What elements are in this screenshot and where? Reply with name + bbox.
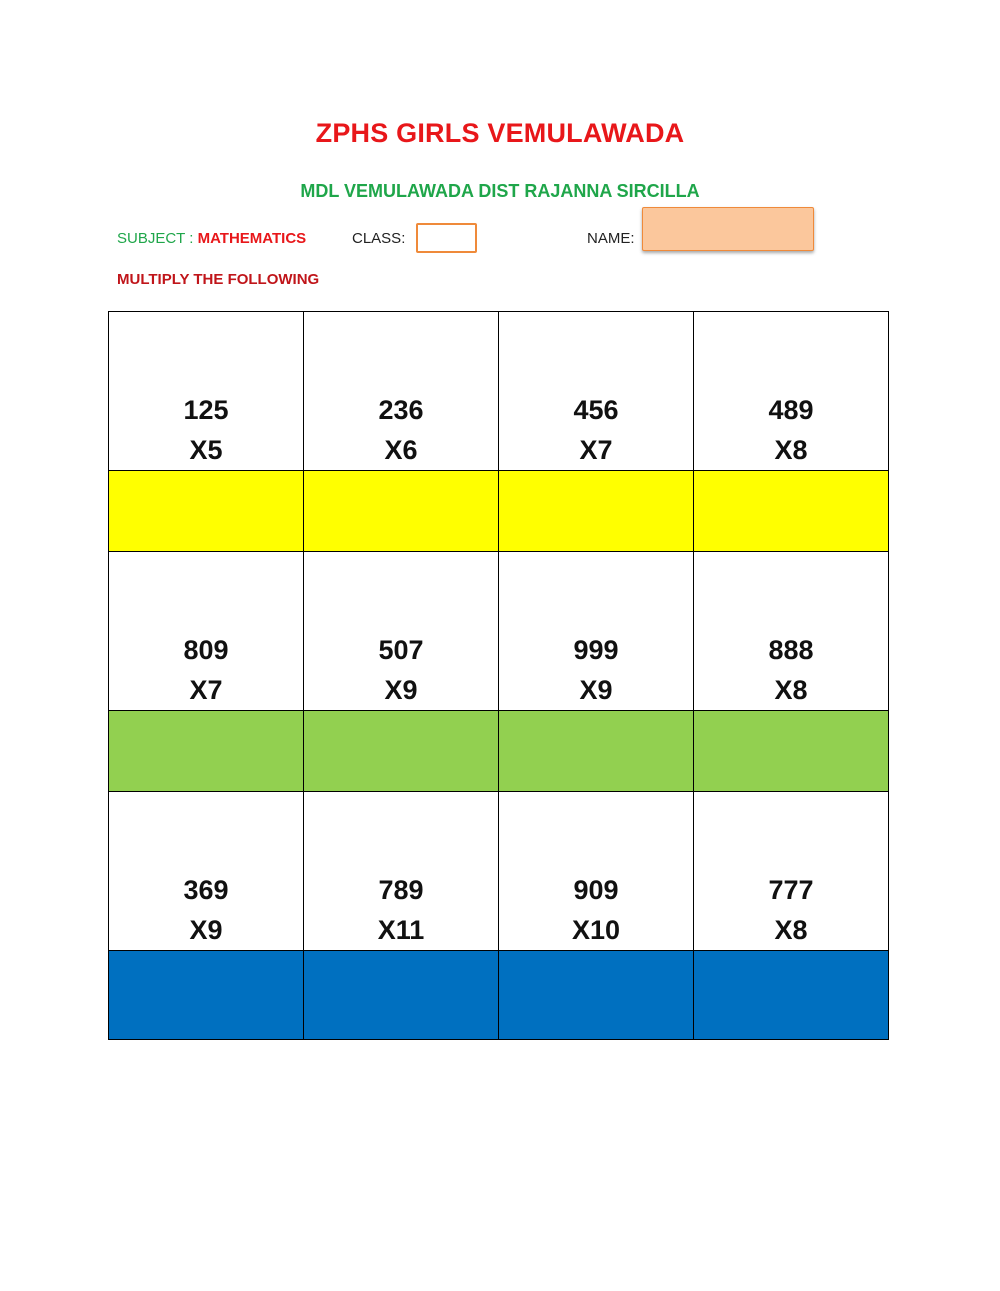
subject-label: SUBJECT : [117,230,198,247]
problem-number: 369 [183,875,229,905]
problem-multiplier: X8 [774,435,808,465]
problem-number: 507 [378,635,424,665]
answer-input[interactable] [109,471,304,552]
problem-multiplier: X9 [384,675,418,705]
problem-multiplier: X5 [189,435,223,465]
class-label: CLASS: [352,230,406,247]
answer-input[interactable] [499,471,694,552]
answer-input[interactable] [304,951,499,1040]
problem-multiplier: X8 [774,675,808,705]
problem-cell [109,552,304,711]
district-subtitle: MDL VEMULAWADA DIST RAJANNA SIRCILLA [300,181,700,201]
name-input[interactable] [642,207,814,251]
instruction-text: MULTIPLY THE FOLLOWING [117,271,320,288]
problem-number: 125 [183,395,229,425]
answer-row [109,471,889,552]
answer-input[interactable] [694,711,889,792]
problem-multiplier: X6 [384,435,418,465]
problem-cell [499,552,694,711]
class-input[interactable] [416,223,477,253]
name-label: NAME: [587,230,635,247]
problem-cell [109,312,304,471]
problem-multiplier: X10 [571,915,621,945]
problem-cell [499,312,694,471]
problem-row [109,792,889,951]
problem-cell [499,792,694,951]
answer-input[interactable] [694,471,889,552]
problem-number: 456 [573,395,619,425]
problem-number: 789 [378,875,424,905]
answer-input[interactable] [109,711,304,792]
problem-number: 909 [573,875,619,905]
answer-input[interactable] [109,951,304,1040]
answer-input[interactable] [304,471,499,552]
problem-row [109,552,889,711]
problem-number: 777 [768,875,814,905]
subject-line [117,230,306,247]
answer-input[interactable] [304,711,499,792]
problem-number: 809 [183,635,229,665]
problem-multiplier: X7 [189,675,223,705]
problem-cell [694,792,889,951]
answer-input[interactable] [694,951,889,1040]
problem-multiplier: X7 [579,435,613,465]
problem-multiplier: X11 [377,915,425,945]
problem-cell [304,792,499,951]
problem-number: 236 [378,395,424,425]
problem-multiplier: X8 [774,915,808,945]
school-title: ZPHS GIRLS VEMULAWADA [315,118,685,148]
problem-row [109,312,889,471]
problem-multiplier: X9 [189,915,223,945]
problem-cell [304,552,499,711]
problem-cell [109,792,304,951]
problem-multiplier: X9 [579,675,613,705]
problem-cell [694,312,889,471]
answer-row [109,711,889,792]
answer-input[interactable] [499,951,694,1040]
problem-number: 489 [768,395,814,425]
multiplication-grid [108,311,889,1040]
subject-value: MATHEMATICS [197,230,307,247]
problem-cell [694,552,889,711]
problem-number: 888 [768,635,814,665]
answer-input[interactable] [499,711,694,792]
problem-cell [304,312,499,471]
problem-number: 999 [573,635,619,665]
answer-row [109,951,889,1040]
